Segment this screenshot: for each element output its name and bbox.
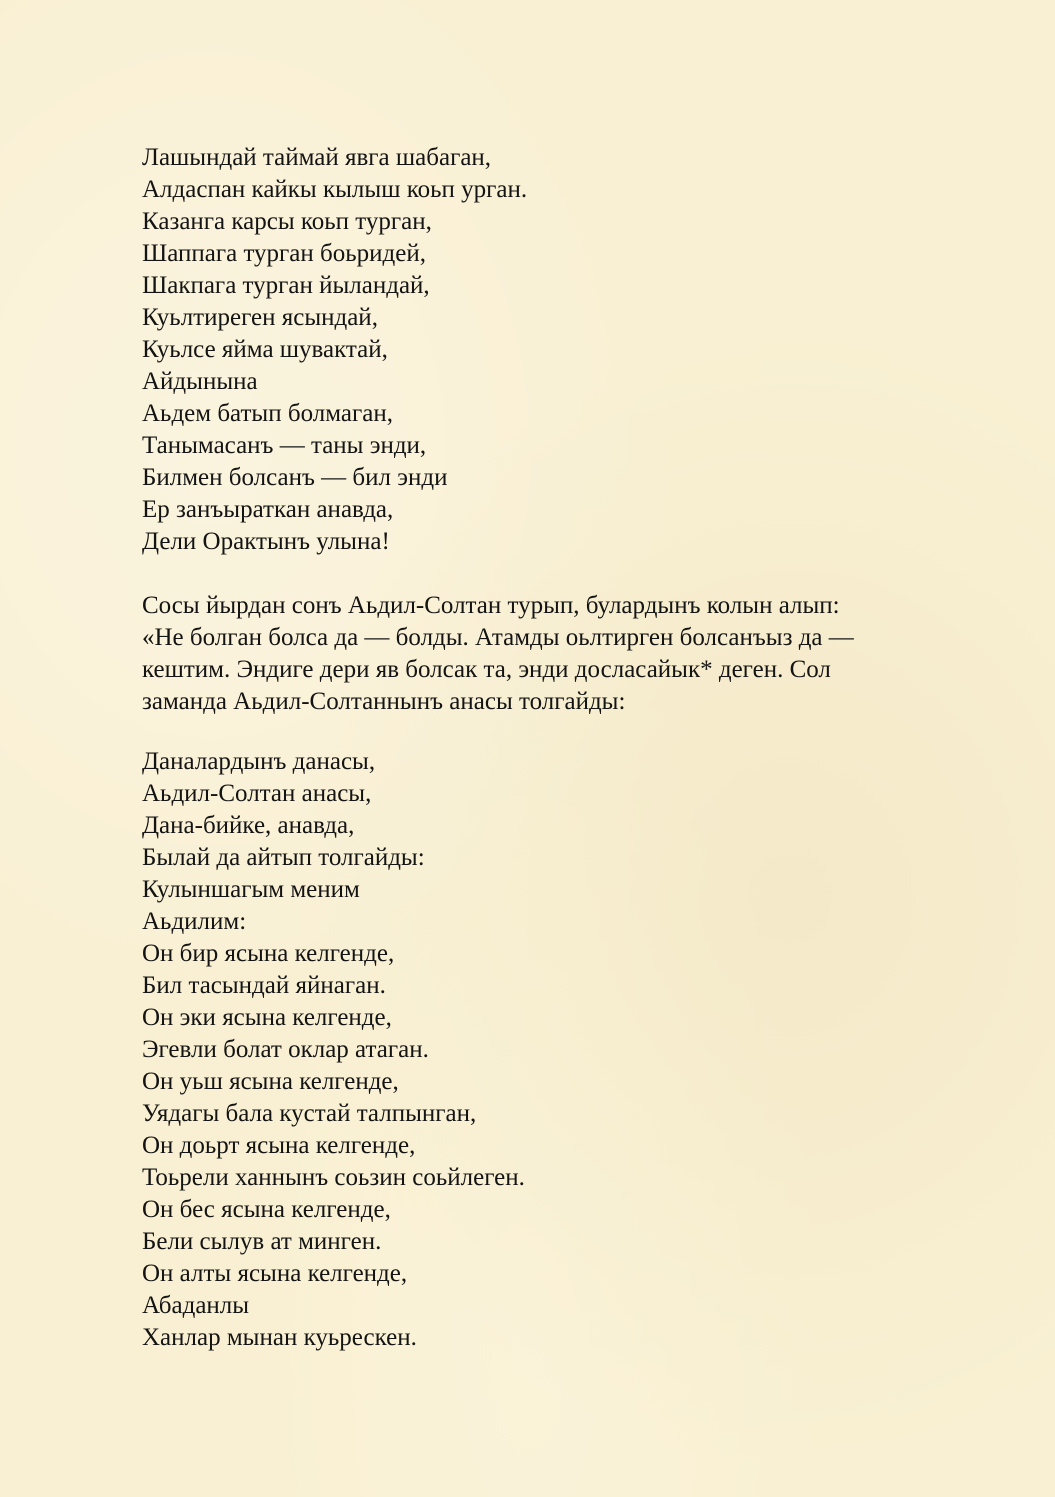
verse-line: Дана-бийке, анавда, (142, 812, 355, 839)
verse-line: Ханлар мынан куьрескен. (142, 1324, 417, 1351)
verse-line: Даналардынъ данасы, (142, 748, 376, 775)
verse-line: Ер занъыраткан анавда, (142, 496, 394, 523)
verse-line: Алдаспан кайкы кылыш коьп урган. (142, 176, 528, 203)
verse-line: Билмен болсанъ — бил энди (142, 464, 448, 491)
verse-line: Он эки ясына келгенде, (142, 1004, 392, 1031)
verse-line: Танымасанъ — таны энди, (142, 432, 427, 459)
verse-line: Тоьрели ханнынъ соьзин соьйлеген. (142, 1164, 525, 1191)
verse-line: Аьдем батып болмаган, (142, 400, 393, 427)
verse-line: Айдынына (142, 368, 258, 395)
verse-line: Бели сылув ат минген. (142, 1228, 382, 1255)
verse-line: Уядагы бала кустай талпынган, (142, 1100, 477, 1127)
prose-line: заманда Аьдил-Солтаннынъ анасы толгайды: (142, 688, 626, 715)
verse-line: Дели Орактынъ улына! (142, 528, 390, 555)
verse-line: Былай да айтып толгайды: (142, 844, 425, 871)
verse-line: Абаданлы (142, 1292, 250, 1319)
verse-line: Он алты ясына келгенде, (142, 1260, 408, 1287)
verse-line: Шаппага турган боьридей, (142, 240, 426, 267)
verse-stanza-1 (142, 142, 527, 558)
verse-line: Он бес ясына келгенде, (142, 1196, 391, 1223)
prose-line: «Не болган болса да — болды. Атамды оьлтирген болсанъыз да — (142, 624, 854, 651)
verse-line: Казанга карсы коьп турган, (142, 208, 432, 235)
verse-line: Бил тасындай яйнаган. (142, 972, 386, 999)
verse-line: Эгевли болат оклар атаган. (142, 1036, 429, 1063)
verse-line: Куьлтиреген ясындай, (142, 304, 378, 331)
verse-stanza-2 (142, 746, 525, 1354)
verse-line: Он бир ясына келгенде, (142, 940, 395, 967)
verse-line: Он уьш ясына келгенде, (142, 1068, 399, 1095)
verse-line: Куьлсе яйма шувактай, (142, 336, 388, 363)
verse-line: Аьдил-Солтан анасы, (142, 780, 372, 807)
verse-line: Шакпага турган йыландай, (142, 272, 430, 299)
verse-line: Лашындай таймай явга шабаган, (142, 144, 492, 171)
prose-line: Сосы йырдан сонъ Аьдил-Солтан турып, булардынъ колын алып: (142, 592, 840, 619)
prose-line: кештим. Эндиге дери яв болсак та, энди досласайык* деген. Сол (142, 656, 831, 683)
verse-line: Аьдилим: (142, 908, 247, 935)
verse-line: Кулыншагым меним (142, 876, 360, 903)
verse-line: Он доьрт ясына келгенде, (142, 1132, 416, 1159)
prose-paragraph (142, 590, 854, 718)
